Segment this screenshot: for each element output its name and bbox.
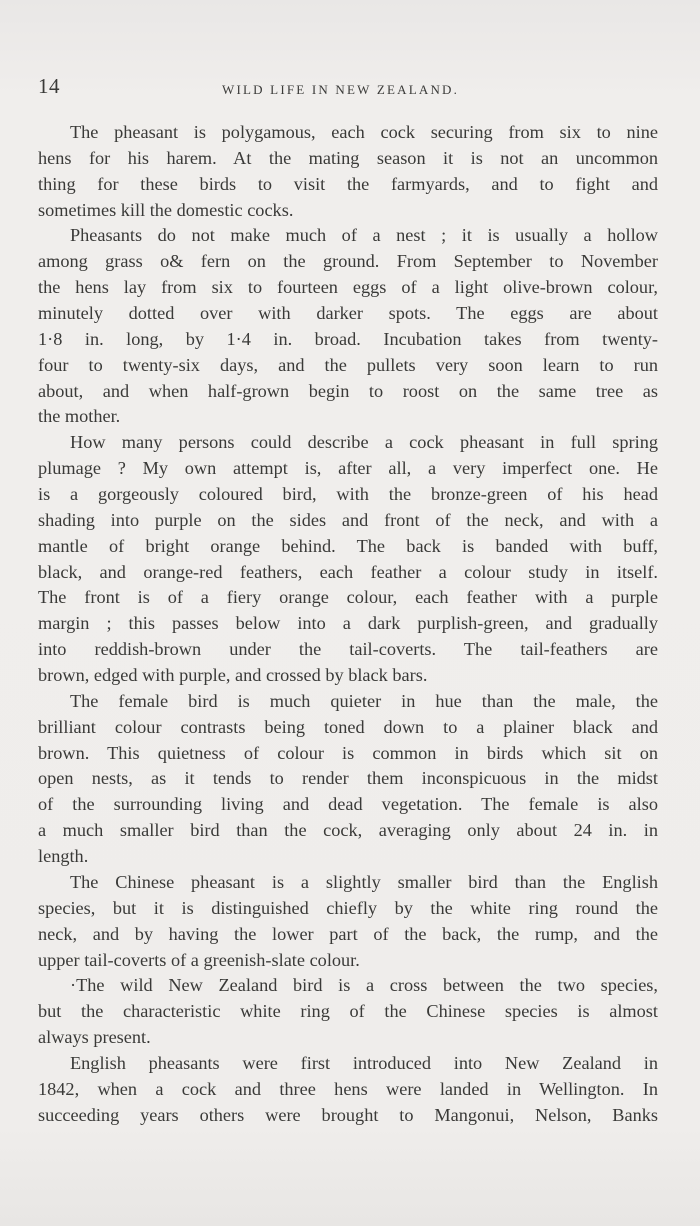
page-number: 14 — [38, 74, 60, 98]
text-line: ·The wild New Zealand bird is a cross between the two species, — [70, 975, 658, 996]
text-line: black, and orange-red feathers, each feather a colour study in itself. — [38, 561, 658, 582]
text-line: brilliant colour contrasts being toned down to a plainer black and — [38, 716, 658, 737]
text-line: mantle of bright orange behind. The back is banded with buff, — [38, 535, 658, 556]
text-line: about, and when half-grown begin to roost on the same tree as — [38, 380, 658, 401]
text-line: brown. This quietness of colour is common in birds which sit on — [38, 742, 658, 763]
text-line: upper tail-coverts of a greenish-slate colour. — [38, 949, 360, 970]
text-line: thing for these birds to visit the farmyards, and to fight and — [38, 173, 658, 194]
text-line: How many persons could describe a cock pheasant in full spring — [70, 432, 658, 453]
text-line: a much smaller bird than the cock, averaging only about 24 in. in — [38, 820, 658, 841]
text-line: species, but it is distinguished chiefly by the white ring round the — [38, 897, 658, 918]
text-line: The Chinese pheasant is a slightly smaller bird than the English — [70, 871, 658, 892]
text-line: of the surrounding living and dead vegetation. The female is also — [38, 794, 658, 815]
text-line: plumage ? My own attempt is, after all, a very imperfect one. He — [38, 458, 658, 479]
running-head: WILD LIFE IN NEW ZEALAND. — [222, 82, 460, 97]
text-line: 1·8 in. long, by 1·4 in. broad. Incubation takes from twenty- — [38, 328, 658, 349]
text-line: always present. — [38, 1027, 151, 1048]
text-line: length. — [38, 846, 89, 867]
text-line: among grass o& fern on the ground. From September to November — [38, 251, 658, 272]
body-text — [38, 120, 658, 1129]
text-line: but the characteristic white ring of the Chinese species is almost — [38, 1001, 658, 1022]
text-line: The female bird is much quieter in hue than the male, the — [70, 690, 658, 711]
text-line: brown, edged with purple, and crossed by black bars. — [38, 665, 428, 686]
text-line: margin ; this passes below into a dark purplish-green, and gradually — [38, 613, 658, 634]
text-line: The pheasant is polygamous, each cock securing from six to nine — [70, 122, 658, 142]
text-line: into reddish-brown under the tail-coverts. The tail-feathers are — [38, 639, 658, 660]
text-line: Pheasants do not make much of a nest ; it is usually a hollow — [70, 225, 658, 246]
text-line: the hens lay from six to fourteen eggs of a light olive-brown colour, — [38, 277, 658, 298]
page-header — [38, 74, 658, 104]
text-line: sometimes kill the domestic cocks. — [38, 199, 294, 220]
text-line: neck, and by having the lower part of the back, the rump, and the — [38, 923, 658, 944]
text-line: is a gorgeously coloured bird, with the bronze-green of his head — [38, 484, 658, 505]
text-line: open nests, as it tends to render them inconspicuous in the midst — [38, 768, 658, 789]
text-line: English pheasants were first introduced into New Zealand in — [70, 1052, 658, 1073]
text-line: hens for his harem. At the mating season it is not an uncommon — [38, 147, 658, 168]
text-line: succeeding years others were brought to Mangonui, Nelson, Banks — [38, 1104, 658, 1125]
text-line: shading into purple on the sides and front of the neck, and with a — [38, 509, 658, 530]
text-line: four to twenty-six days, and the pullets very soon learn to run — [38, 354, 658, 375]
text-line: The front is of a fiery orange colour, each feather with a purple — [38, 587, 658, 608]
text-line: the mother. — [38, 406, 121, 427]
text-line: 1842, when a cock and three hens were landed in Wellington. In — [38, 1078, 658, 1099]
text-line: minutely dotted over with darker spots. The eggs are about — [38, 303, 658, 324]
